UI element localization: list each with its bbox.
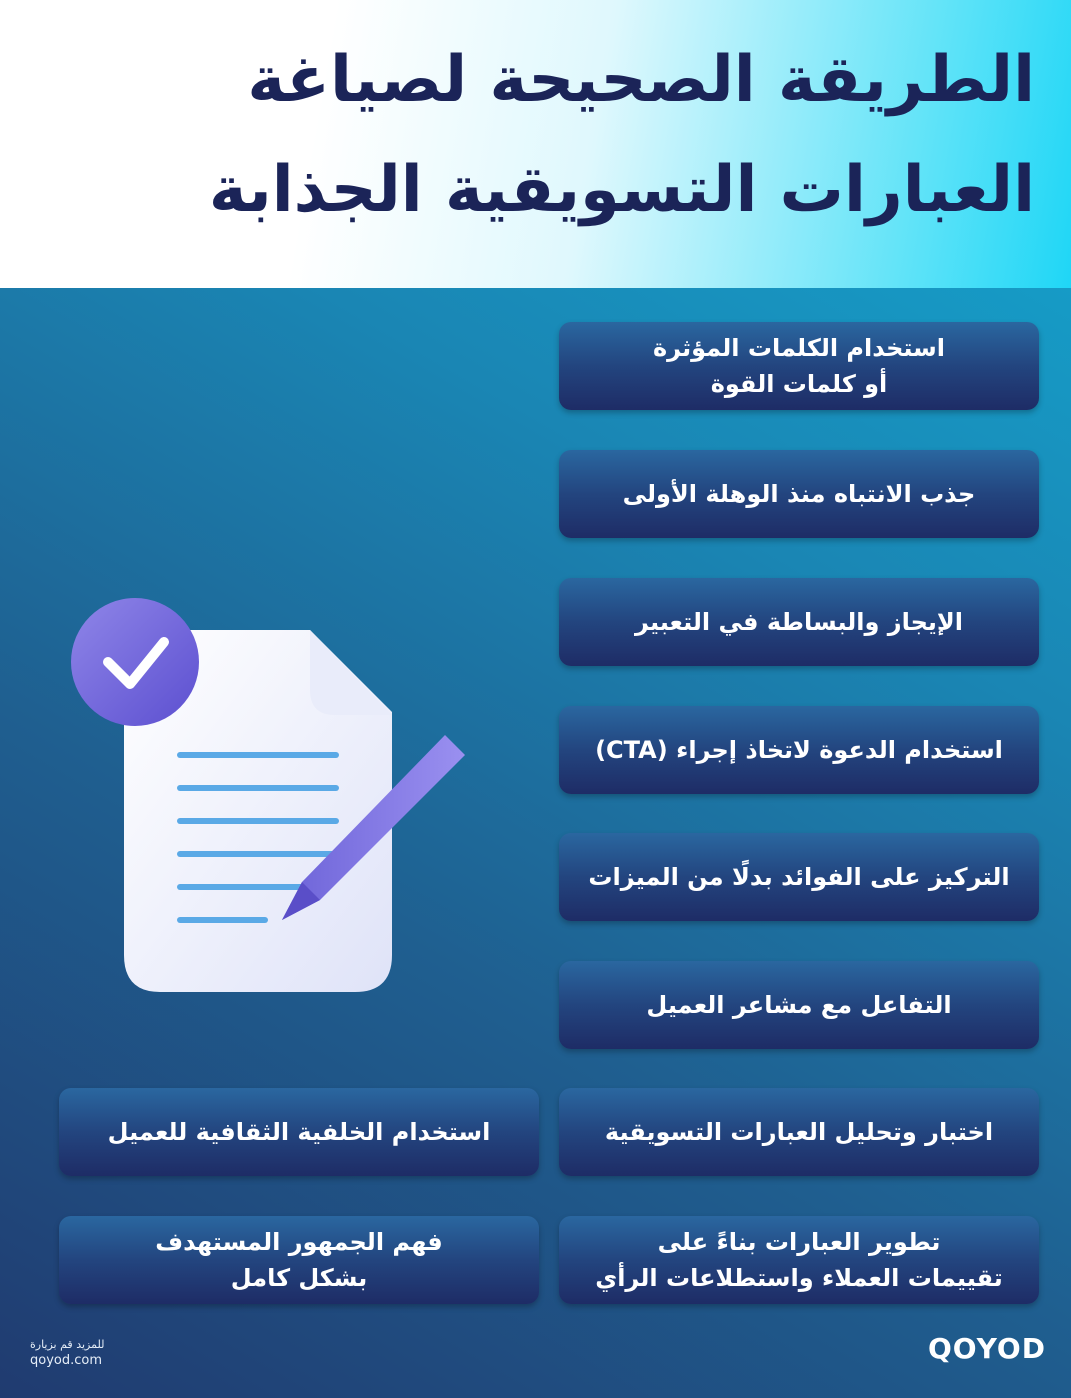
header [0,0,1071,288]
check-circle-icon [71,598,199,726]
tip-card [559,578,1039,666]
tip-text: تطوير العبارات بناءً على تقييمات العملاء واستطلاعات الرأي [595,1228,1003,1292]
title-line-1: الطريقة الصحيحة لصياغة [247,43,1035,117]
website-link[interactable]: qoyod.com [30,1353,103,1368]
tip-text: الإيجاز والبساطة في التعبير [635,608,963,636]
tip-text: التركيز على الفوائد بدلًا من الميزات [588,863,1010,891]
tip-card [559,322,1039,410]
tip-card [59,1216,539,1304]
qoyod-logo: QOYOD [928,1332,1046,1365]
tip-text: استخدام الدعوة لاتخاذ إجراء (CTA) [595,736,1003,764]
title-line-2: العبارات التسويقية الجذابة [208,153,1035,227]
tip-text: التفاعل مع مشاعر العميل [646,991,952,1019]
tip-text: اختبار وتحليل العبارات التسويقية [604,1118,994,1146]
tip-card [559,1216,1039,1304]
tip-card [559,961,1039,1049]
tip-card [559,1088,1039,1176]
tip-text: جذب الانتباه منذ الوهلة الأولى [622,480,976,508]
tip-text: استخدام الكلمات المؤثرة أو كلمات القوة [653,334,946,398]
footer-note [30,1337,104,1369]
tip-card [559,706,1039,794]
footer-visit-text: للمزيد قم بزيارة [30,1338,105,1351]
tip-card [559,450,1039,538]
tip-text: فهم الجمهور المستهدف بشكل كامل [155,1228,443,1292]
tip-card [559,833,1039,921]
tip-text: استخدام الخلفية الثقافية للعميل [107,1118,491,1146]
tip-card [59,1088,539,1176]
document-checklist-illustration [60,590,480,1010]
